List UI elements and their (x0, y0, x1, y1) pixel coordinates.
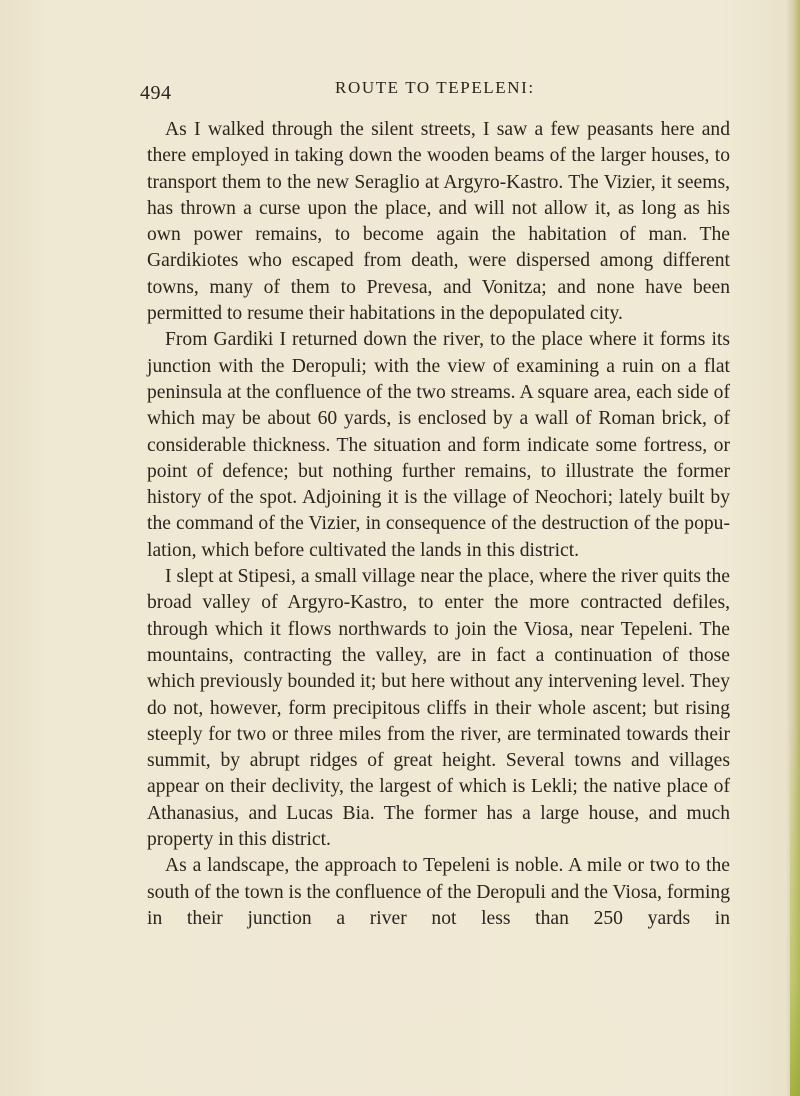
page-header (140, 78, 730, 106)
page-number: 494 (140, 82, 172, 104)
page-edge-stain (790, 716, 800, 1096)
paragraph-2: From Gardiki I returned down the river, to the place where it forms its junction with the Deropuli; with the view of examining a ruin on a flat peninsula at the confluence of the two streams. A square area, each side of which may be about 60 yards, is enclosed by a wall of Roman brick, of considerable thickness. The situation and form indicate some fortress, or point of defence; but nothing further remains, to illustrate the former history of the spot. Adjoining it is the village of Neochori; lately built by the command of the Vizier, in consequence of the destruction of the population, which before cultivated the lands in this district. (147, 329, 730, 561)
running-head: ROUTE TO TEPELENI: (335, 78, 535, 97)
paragraph-1: As I walked through the silent streets, I saw a few peasants here and there employed in taking down the wooden beams of the larger houses, to transport them to the new Seraglio at Argyro-Kastro. The Vizier, it seems, has thrown a curse upon the place, and will not allow it, as long as his own power remains, to become again the habitation of man. The Gardikiotes who escaped from death, were dispersed among different towns, many of them to Prevesa, and Vonitza; and none have been permitted to resume their habitations in the depopulated city. (147, 119, 730, 325)
paragraph-4: As a landscape, the approach to Tepeleni is noble. A mile or two to the south of the town is the confluence of the Deropuli and the Viosa, forming in their junction a river not less than 250 yards in (147, 855, 730, 929)
body-text (147, 117, 730, 932)
paragraph-3: I slept at Stipesi, a small village near the place, where the river quits the broad valley of Argyro-Kastro, to enter the more contracted defiles, through which it flows northwards to join the Viosa, near Tepeleni. The mountains, contracting the valley, are in fact a continuation of those which previously bounded it; but here without any intervening level. They do not, however, form precipitous cliffs in their whole ascent; but rising steeply for two or three miles from the river, are terminated towards their summit, by abrupt ridges of great height. Several towns and villages appear on their declivity, the largest of which is Lekli; the native place of Athanasius, and Lucas Bia. The former has a large house, and much property in this district. (147, 566, 730, 851)
